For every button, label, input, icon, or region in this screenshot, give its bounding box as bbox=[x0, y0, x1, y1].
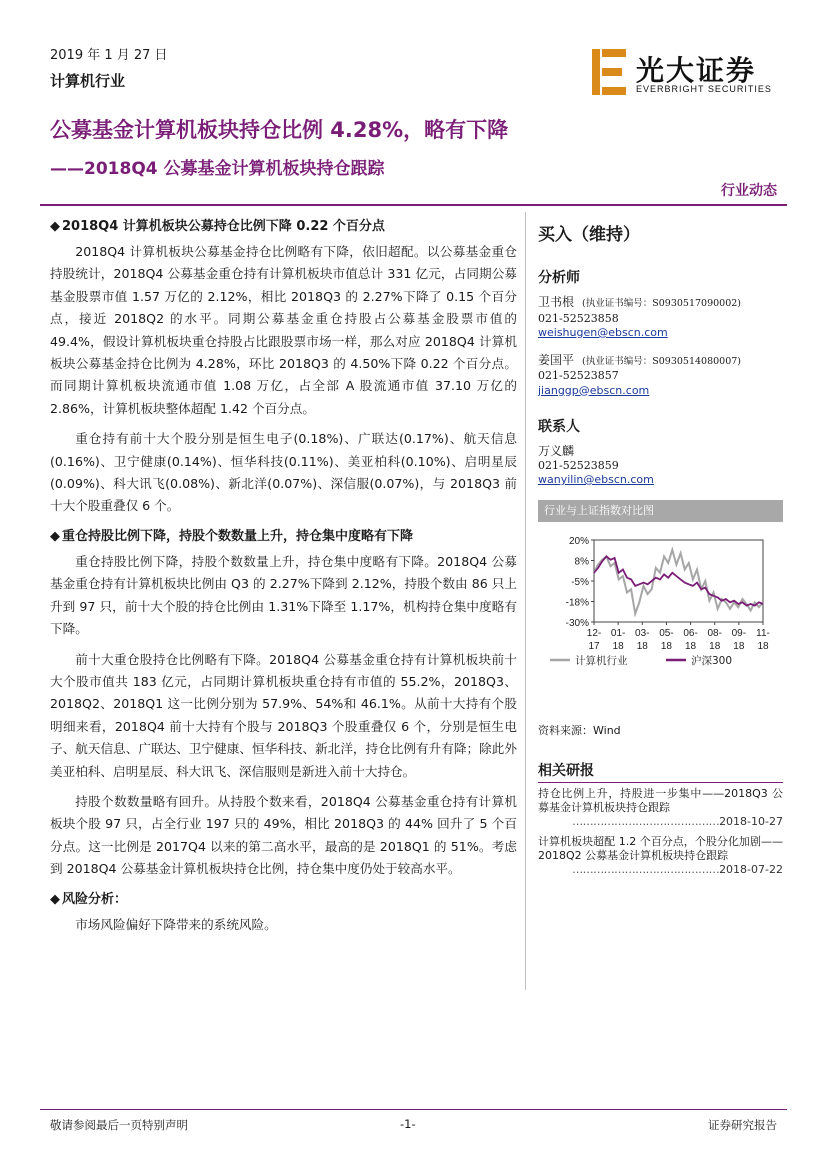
leader-dots: …………………………………… bbox=[572, 814, 720, 828]
x-tick-label: 18 bbox=[636, 640, 648, 652]
legend-label: 沪深300 bbox=[691, 654, 733, 667]
header-divider bbox=[40, 204, 787, 206]
paragraph: 重仓持股比例下降，持股个数数量上升，持仓集中度略有下降。2018Q4 公募基金重仓持有计算机板块比例由 Q3 的 2.27%下降到 2.12%，持股个数由 86 只上升到 97 只，前十大个股的持仓比例由 1.31%下降至 1.17%，机构持仓集中度略有下降。 bbox=[50, 553, 517, 637]
contact-phone: 021-52523859 bbox=[538, 458, 619, 472]
x-tick-label: 17 bbox=[588, 640, 600, 652]
paragraph: 前十大重仓股持仓比例略有下降。2018Q4 公募基金重仓持有计算机板块前十大个股市值共 183 亿元，占同期计算机板块重仓持有市值的 55.2%，2018Q3、2018Q2、2018Q1 这一比例分别为 57.9%、54%和 46.1%。从前十大持有个股明细来看，2018Q4 前十大持有个股与 2018Q3 个股重叠仅 6 个，分别是恒生电子、航天信息、广联达、卫宁健康、恒华科技、新北洋，持仓比例有升有降；除此外美亚柏科、启明星辰、科大讯飞、深信服则是新进入前十大持仓。 bbox=[50, 651, 517, 779]
x-tick-label: 18 bbox=[612, 640, 624, 652]
diamond-bullet-icon: ◆ bbox=[50, 528, 60, 544]
logo-chinese-name: 光大证券 bbox=[636, 54, 757, 87]
related-report-title: 计算机板块超配 1.2 个百分点，个股分化加剧——2018Q2 公募基金计算机板块持仓跟踪 bbox=[538, 834, 783, 862]
contact-email-link[interactable]: wanyilin@ebscn.com bbox=[538, 473, 654, 486]
analyst-email-link[interactable]: jianggp@ebscn.com bbox=[538, 383, 650, 397]
paragraph: 重仓持有前十大个股分别是恒生电子(0.18%)、广联达(0.17%)、航天信息(0.16%)、卫宁健康(0.14%)、恒华科技(0.11%)、美亚柏科(0.10%)、启明星辰(0.09%)、科大讯飞(0.08%)、新北洋(0.07%)、深信服(0.07%)，与 2018Q3 前十大个股重叠仅 6 个。 bbox=[50, 431, 517, 514]
chart-source: 资料来源：Wind bbox=[538, 723, 621, 737]
investment-rating: 买入（维持） bbox=[538, 225, 640, 245]
section-heading-3: ◆ 风险分析： bbox=[50, 891, 128, 907]
x-tick-label: 01- bbox=[610, 627, 626, 639]
footer-divider bbox=[40, 1109, 787, 1110]
analyst-license: (执业证书编号：S0930517090002) bbox=[582, 298, 742, 309]
analyst-email-link[interactable]: weishugen@ebscn.com bbox=[538, 326, 668, 339]
x-tick-label: 18 bbox=[685, 640, 697, 652]
x-tick-label: 08- bbox=[707, 627, 722, 639]
chart-svg bbox=[538, 530, 783, 720]
x-tick-label: 11- bbox=[756, 627, 770, 639]
main-content bbox=[50, 216, 517, 944]
x-tick-label: 05- bbox=[659, 627, 674, 639]
disclaimer-note: 敬请参阅最后一页特别声明 bbox=[50, 1118, 188, 1132]
contact-name: 万义麟 bbox=[538, 444, 575, 458]
industry-label: 计算机行业 bbox=[50, 72, 126, 90]
plot-frame bbox=[594, 540, 763, 622]
analyst-card bbox=[538, 295, 783, 341]
x-tick-label: 18 bbox=[757, 640, 769, 652]
analyst-name: 姜国平 bbox=[538, 352, 575, 367]
paragraph: 2018Q4 计算机板块公募基金持仓比例略有下降，依旧超配。以公募基金重仓持股统计，2018Q4 公募基金重仓持有计算机板块市值总计 331 亿元，占同期公募基金股票市值 1.57 万亿的 2.12%，相比 2018Q3 的 2.27%下降了 0.15 个百分点，接近 2018Q2 的水平。同期公募基金重仓持股占公募基金股票市值的 49.4%，假设计算机板块重仓持股占比跟股票市场一样，那么对应 2018Q4 计算机板块公募基金持仓比例为 4.28%，环比 2018Q3 的 4.50%下降 0.22 个百分点。而同期计算机板块流通市值 1.08 万亿，占全部 A 股流通市值 37.10 万亿的 2.86%，计算机板块整体超配 1.42 个百分点。 bbox=[50, 244, 517, 416]
series-line-hs300 bbox=[594, 556, 763, 605]
paragraph: 市场风险偏好下降带来的系统风险。 bbox=[75, 916, 277, 932]
y-tick-label: -18% bbox=[565, 597, 589, 608]
report-category: 行业动态 bbox=[721, 183, 777, 199]
analyst-card bbox=[538, 353, 783, 399]
analyst-name: 卫书根 bbox=[538, 295, 575, 309]
report-title: 公募基金计算机板块持仓比例 4.28%，略有下降 bbox=[50, 118, 509, 142]
contact-card bbox=[538, 444, 783, 488]
report-date: 2019 年 1 月 27 日 bbox=[50, 48, 168, 63]
x-tick-label: 12- bbox=[586, 627, 602, 639]
related-report-title: 持仓比例上升，持股进一步集中——2018Q3 公募基金计算机板块持仓跟踪 bbox=[538, 786, 783, 814]
report-type: 证券研究报告 bbox=[708, 1118, 777, 1132]
x-tick-label: 18 bbox=[660, 640, 672, 652]
column-divider bbox=[525, 212, 526, 990]
x-tick-label: 06- bbox=[683, 627, 698, 639]
y-tick-label: -5% bbox=[571, 576, 589, 588]
related-report-item[interactable] bbox=[538, 787, 783, 829]
section-heading-2: ◆ 重仓持股比例下降，持股个数数量上升，持仓集中度略有下降 bbox=[50, 528, 414, 544]
related-report-date: 2018-10-27 bbox=[719, 814, 783, 828]
x-tick-label: 09- bbox=[731, 627, 747, 639]
legend-label: 计算机行业 bbox=[575, 654, 628, 667]
related-report-item[interactable] bbox=[538, 835, 783, 877]
x-tick-label: 18 bbox=[709, 640, 721, 652]
analyst-license: (执业证书编号：S0930514080007) bbox=[582, 355, 742, 367]
analyst-phone: 021-52523857 bbox=[538, 369, 619, 382]
y-tick-label: 8% bbox=[574, 556, 589, 567]
leader-dots: …………………………………… bbox=[572, 862, 720, 876]
page-number: -1- bbox=[400, 1117, 416, 1131]
x-tick-label: 03- bbox=[635, 627, 650, 639]
x-tick-label: 18 bbox=[733, 640, 745, 652]
section-heading-1: ◆ 2018Q4 计算机板块公募持仓比例下降 0.22 个百分点 bbox=[50, 219, 385, 234]
y-tick-label: -30% bbox=[565, 617, 589, 629]
report-subtitle: ——2018Q4 公募基金计算机板块持仓跟踪 bbox=[50, 159, 385, 179]
everbright-logo bbox=[592, 49, 782, 99]
sidebar bbox=[538, 220, 783, 883]
y-tick-label: 20% bbox=[568, 535, 589, 547]
paragraph: 持股个数数量略有回升。从持股个数来看，2018Q4 公募基金重仓持有计算机板块个股 97 只，占全行业 197 只的 49%，相比 2018Q3 的 44% 回升了 5 个百分点。这一比例是 2017Q4 以来的第二高水平，最高的是 2018Q1 的 51%。考虑到 2018Q4 公募基金计算机板块持仓比例，持仓集中度仍处于较高水平。 bbox=[50, 793, 517, 877]
analyst-phone: 021-52523858 bbox=[538, 311, 619, 325]
diamond-bullet-icon: ◆ bbox=[50, 891, 60, 907]
logo-english-name: EVERBRIGHT SECURITIES bbox=[636, 84, 772, 94]
analyst-heading: 分析师 bbox=[538, 270, 580, 286]
chart-title: 行业与上证指数对比图 bbox=[538, 500, 783, 522]
related-report-date: 2018-07-22 bbox=[719, 862, 783, 876]
related-reports bbox=[538, 760, 783, 877]
contact-heading: 联系人 bbox=[538, 419, 580, 435]
comparison-chart bbox=[538, 530, 783, 720]
related-heading: 相关研报 bbox=[538, 760, 783, 783]
diamond-bullet-icon: ◆ bbox=[50, 219, 60, 234]
logo-mark-icon bbox=[592, 49, 626, 95]
